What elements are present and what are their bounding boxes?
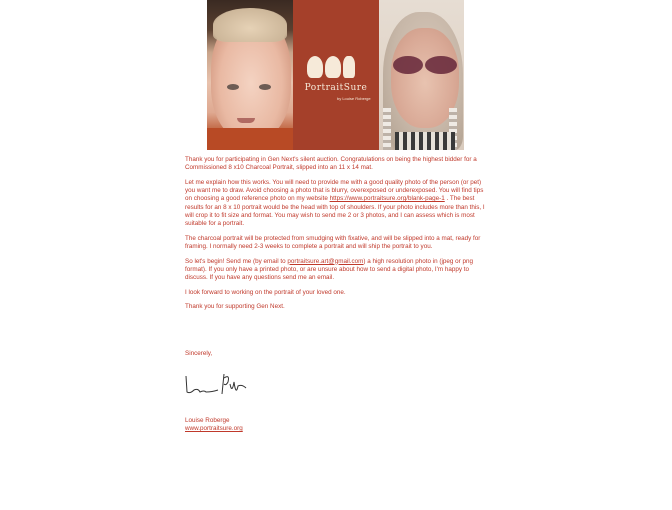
header-banner — [207, 0, 464, 150]
website-link[interactable]: https://www.portraitsure.org/blank-page-1 — [329, 195, 445, 203]
paragraph-text: Let me explain how this works. You will need to provide me with a good quality photo of the person (or pet) you want me to draw. Avoid choosing a photo that is blurry, overexposed or underexposed. You will find tips on choosing a good reference photo on my website — [185, 178, 484, 203]
sunglasses-lens — [425, 56, 457, 74]
letter-body — [185, 156, 490, 318]
paragraph-look-forward: I look forward to working on the portrait of your loved one. — [185, 288, 346, 296]
sunglasses-lens — [393, 56, 423, 74]
baby-hair — [213, 8, 287, 42]
baby-portrait-image — [207, 0, 293, 150]
baby-shirt — [207, 128, 293, 150]
email-link[interactable]: portraitsure.art@gmail.com — [287, 257, 364, 265]
paragraph-text: So let's begin! Send me (by email to — [185, 257, 288, 265]
signature-image — [184, 368, 250, 400]
woman-shirt — [395, 132, 455, 150]
closing: Sincerely, — [185, 350, 213, 357]
signer-website-link[interactable]: www.portraitsure.org — [185, 425, 243, 433]
baby-eye — [227, 84, 239, 90]
child-silhouette-icon — [307, 56, 323, 78]
signer-block — [185, 417, 243, 433]
brand-name: PortraitSure — [304, 83, 368, 93]
paragraph-fixative: The charcoal portrait will be protected from smudging with fixative, and will be slipped into a mat, ready for framing. I normally need 2-3 weeks to complete a portrait and will ship the portrait to you. — [185, 234, 481, 250]
paragraph-thanks: Thank you for supporting Gen Next. — [185, 303, 285, 311]
brand-byline: by Louise Roberge — [337, 96, 371, 101]
paragraph-text: . The best results for an 8 x 10 portrait would be the head with top of shoulders. If your photo includes more than this, I will crop it to fit size and format. You may wish to send me 2 or 3 photos, and I can assess which is most suitable for a portrait. — [185, 195, 485, 227]
paragraph-text: ) a high resolution photo in (jpeg or png format). If you only have a printed photo, or are unsure about how to send a digital photo, I'm happy to discuss. If you have any questions send me an email. — [185, 257, 473, 281]
woman-braid — [383, 108, 391, 150]
brand-logo-panel — [293, 0, 379, 150]
baby-mouth — [237, 118, 255, 123]
paragraph-instructions — [185, 179, 490, 228]
child-silhouette-icon — [325, 56, 341, 78]
logo-silhouettes — [307, 56, 355, 78]
baby-eye — [259, 84, 271, 90]
signer-name: Louise Roberge — [185, 417, 230, 424]
elderly-woman-portrait-image — [379, 0, 464, 150]
paragraph-begin — [185, 258, 490, 283]
cat-silhouette-icon — [343, 56, 355, 78]
paragraph-congratulations: Thank you for participating in Gen Next's silent auction. Congratulations on being the highest bidder for a Commissioned 8 x10 Charcoal Portrait, slipped into an 11 x 14 mat. — [185, 156, 477, 172]
